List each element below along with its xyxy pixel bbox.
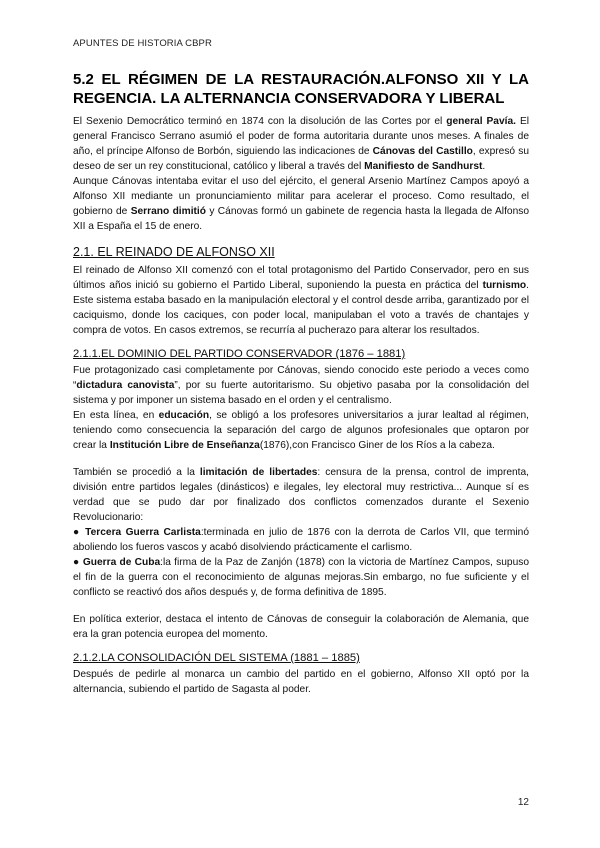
- page-content: [73, 70, 529, 697]
- paragraph: El reinado de Alfonso XII comenzó con el total protagonismo del Partido Conservador, pero en sus últimos años inició su gobierno el Partido Liberal, suponiendo la puesta en práctica del turnismo. Este sistema estaba basado en la manipulación electoral y el control desde arriba, garantizado por el caciquismo, donde los caciques, con poder local, manipulaban el voto a través de chantajes y compra de votos. En casos extremos, se recurría al pucherazo para alterar los resultados.: [73, 265, 529, 336]
- bullet-icon: ●: [73, 527, 81, 538]
- running-header: APUNTES DE HISTORIA CBPR: [73, 38, 212, 49]
- paragraph: También se procedió a la limitación de libertades: censura de la prensa, control de imprenta, división entre partidos legales (dinásticos) e ilegales, ley electoral muy restrictiva... Aunque sí es verdad que se pudo dar por finalizado dos conflictos comenzados durante el Sexenio Revolucionario:: [73, 467, 530, 523]
- paragraph-spacer: [73, 600, 529, 612]
- paragraph: Fue protagonizado casi completamente por Cánovas, siendo conocido este periodo a veces como “dictadura canovista”, por su fuerte autoritarismo. Su objetivo pasaba por la consolidación del sistema y por imponer un sistema basado en el orden y el centralismo.: [73, 365, 529, 406]
- paragraph: En esta línea, en educación, se obligó a los profesores universitarios a jurar lealtad al régimen, teniendo como consecuencia la separación del cargo de algunos profesionales que optaron por crear la Institución Libre de Enseñanza(1876),con Francisco Giner de los Ríos a la cabeza.: [73, 410, 529, 451]
- paragraph: En política exterior, destaca el intento de Cánovas de conseguir la colaboración de Alemania, que era la gran potencia europea del momento.: [73, 614, 529, 640]
- bullet-item: ● Guerra de Cuba:la firma de la Paz de Zanjón (1878) con la victoria de Martínez Campos, supuso el fin de la guerra con el reconocimiento de algunas mejoras.Sin embargo, no fue suficiente y el conflicto se reactivó dos años después y, de forma definitiva de 1895.: [73, 557, 529, 598]
- paragraph: Aunque Cánovas intentaba evitar el uso del ejército, el general Arsenio Martínez Campos apoyó a Alfonso XII mediante un pronunciamiento militar para acelerar el proceso. Como resultado, el gobierno de Serrano dimitió y Cánovas formó un gabinete de regencia hasta la llegada de Alfonso XII a España el 15 de enero.: [73, 176, 529, 232]
- subsection-title: 2.1. EL REINADO DE ALFONSO XII: [73, 245, 275, 259]
- paragraph: El Sexenio Democrático terminó en 1874 con la disolución de las Cortes por el general Pavía. El general Francisco Serrano asumió el poder de forma autoritaria durante unos meses. A finales de año, el príncipe Alfonso de Borbón, siguiendo las indicaciones de Cánovas del Castillo, expresó su deseo de ser un rey constitucional, católico y liberal a través del Manifiesto de Sandhurst.: [73, 116, 529, 172]
- subsubsection-title: 2.1.1.EL DOMINIO DEL PARTIDO CONSERVADOR (1876 – 1881): [73, 348, 406, 360]
- page-number: 12: [517, 797, 529, 808]
- paragraph: Después de pedirle al monarca un cambio del partido en el gobierno, Alfonso XII optó por la alternancia, subiendo el partido de Sagasta al poder.: [73, 669, 529, 695]
- section-title: 5.2 EL RÉGIMEN DE LA RESTAURACIÓN.ALFONSO XII Y LA REGENCIA. LA ALTERNANCIA CONSERVADORA Y LIBERAL: [73, 71, 529, 107]
- paragraph-spacer: [73, 453, 529, 465]
- subsubsection-title: 2.1.2.LA CONSOLIDACIÓN DEL SISTEMA (1881 – 1885): [73, 652, 360, 664]
- bullet-icon: ●: [73, 557, 80, 568]
- bullet-item: ● Tercera Guerra Carlista:terminada en julio de 1876 con la derrota de Carlos VII, que terminó aboliendo los fueros vascos y acabó disolviendo prácticamente el carlismo.: [73, 527, 530, 553]
